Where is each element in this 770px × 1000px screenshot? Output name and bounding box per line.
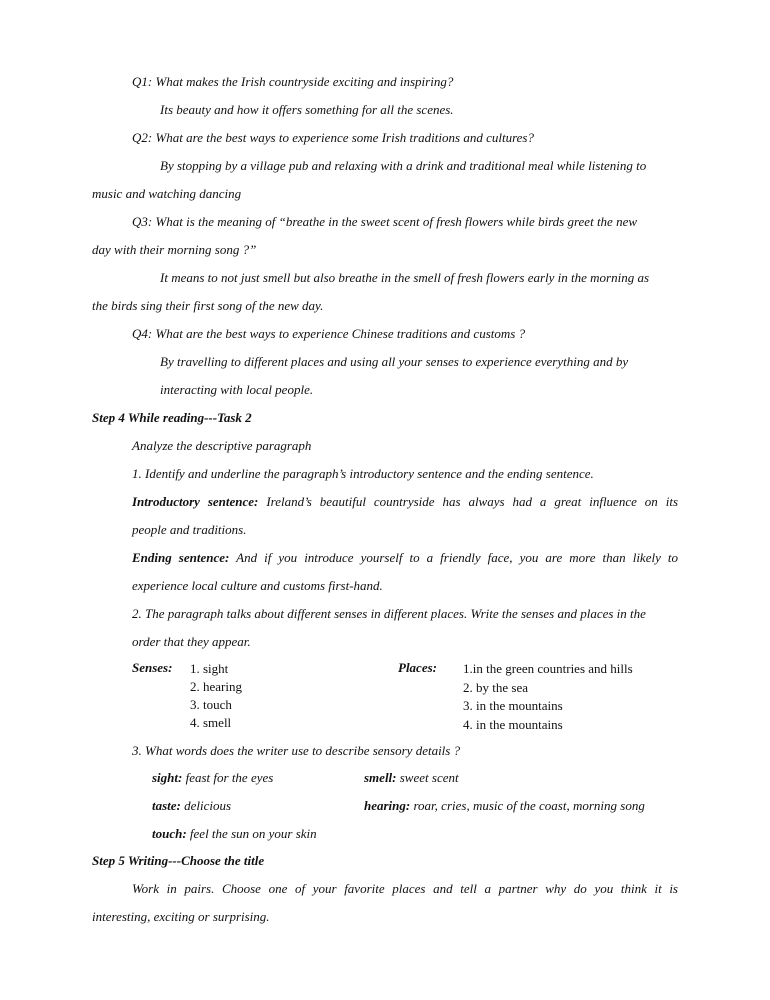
smell-label: smell: [364, 770, 397, 785]
question-1: Q1: What makes the Irish countryside exciting and inspiring? [132, 74, 454, 89]
step-4-heading: Step 4 While reading---Task 2 [92, 410, 252, 425]
taste-entry [152, 798, 231, 814]
answer-4-line-2: interacting with local people. [160, 382, 314, 397]
taste-label: taste: [152, 798, 181, 813]
task-item-2-line-1: 2. The paragraph talks about different senses in different places. Write the senses and places in the [132, 606, 646, 621]
places-item: 2. by the sea [463, 680, 528, 695]
answer-2-line-1: By stopping by a village pub and relaxing with a drink and traditional meal while listening to [160, 158, 647, 173]
step-4-subheading: Analyze the descriptive paragraph [132, 438, 312, 453]
senses-item: 1. sight [190, 661, 229, 676]
answer-4-line-1: By travelling to different places and using all your senses to experience everything and by [160, 354, 629, 369]
senses-label: Senses: [132, 660, 173, 675]
smell-entry [364, 770, 459, 786]
sight-label: sight: [152, 770, 183, 785]
introductory-sentence-label: Introductory sentence: [132, 494, 259, 509]
taste-text: delicious [184, 798, 232, 813]
touch-label: touch: [152, 826, 187, 841]
senses-item: 3. touch [190, 697, 232, 712]
task-item-3: 3. What words does the writer use to describe sensory details ? [132, 743, 461, 758]
answer-2-line-2: music and watching dancing [92, 186, 242, 201]
sight-text: feast for the eyes [185, 770, 274, 785]
touch-text: feel the sun on your skin [189, 826, 317, 841]
senses-item: 2. hearing [190, 679, 242, 694]
ending-sentence-line-1 [132, 550, 678, 566]
question-3-line-1: Q3: What is the meaning of “breathe in the sweet scent of fresh flowers while birds greet the new [132, 214, 638, 229]
places-item: 4. in the mountains [463, 717, 563, 732]
answer-1: Its beauty and how it offers something for all the scenes. [160, 102, 454, 117]
ending-sentence-label: Ending sentence: [132, 550, 230, 565]
step-5-heading: Step 5 Writing---Choose the title [92, 853, 265, 868]
question-4: Q4: What are the best ways to experience Chinese traditions and customs ? [132, 326, 526, 341]
step-5-paragraph-line-1: Work in pairs. Choose one of your favorite places and tell a partner why do you think it is [132, 881, 678, 896]
introductory-sentence-text: Ireland’s beautiful countryside has always had a great influence on its [266, 494, 678, 509]
places-label: Places: [398, 660, 437, 675]
sight-entry [152, 770, 273, 786]
question-2: Q2: What are the best ways to experience some Irish traditions and cultures? [132, 130, 534, 145]
hearing-entry [364, 798, 645, 814]
introductory-sentence-line-2: people and traditions. [132, 522, 247, 537]
places-item: 3. in the mountains [463, 698, 563, 713]
senses-item: 4. smell [190, 715, 232, 730]
task-item-1: 1. Identify and underline the paragraph’s introductory sentence and the ending sentence. [132, 466, 594, 481]
question-3-line-2: day with their morning song ?” [92, 242, 257, 257]
introductory-sentence-line-1 [132, 494, 678, 510]
step-5-paragraph-line-2: interesting, exciting or surprising. [92, 909, 270, 924]
places-item: 1.in the green countries and hills [463, 661, 633, 676]
answer-3-line-2: the birds sing their first song of the new day. [92, 298, 324, 313]
ending-sentence-text: And if you introduce yourself to a friendly face, you are more than likely to [236, 550, 678, 565]
smell-text: sweet scent [399, 770, 459, 785]
task-item-2-line-2: order that they appear. [132, 634, 251, 649]
hearing-label: hearing: [364, 798, 411, 813]
touch-entry [152, 826, 317, 842]
answer-3-line-1: It means to not just smell but also breathe in the smell of fresh flowers early in the morning as [160, 270, 650, 285]
hearing-text: roar, cries, music of the coast, morning song [413, 798, 645, 813]
ending-sentence-line-2: experience local culture and customs first-hand. [132, 578, 383, 593]
